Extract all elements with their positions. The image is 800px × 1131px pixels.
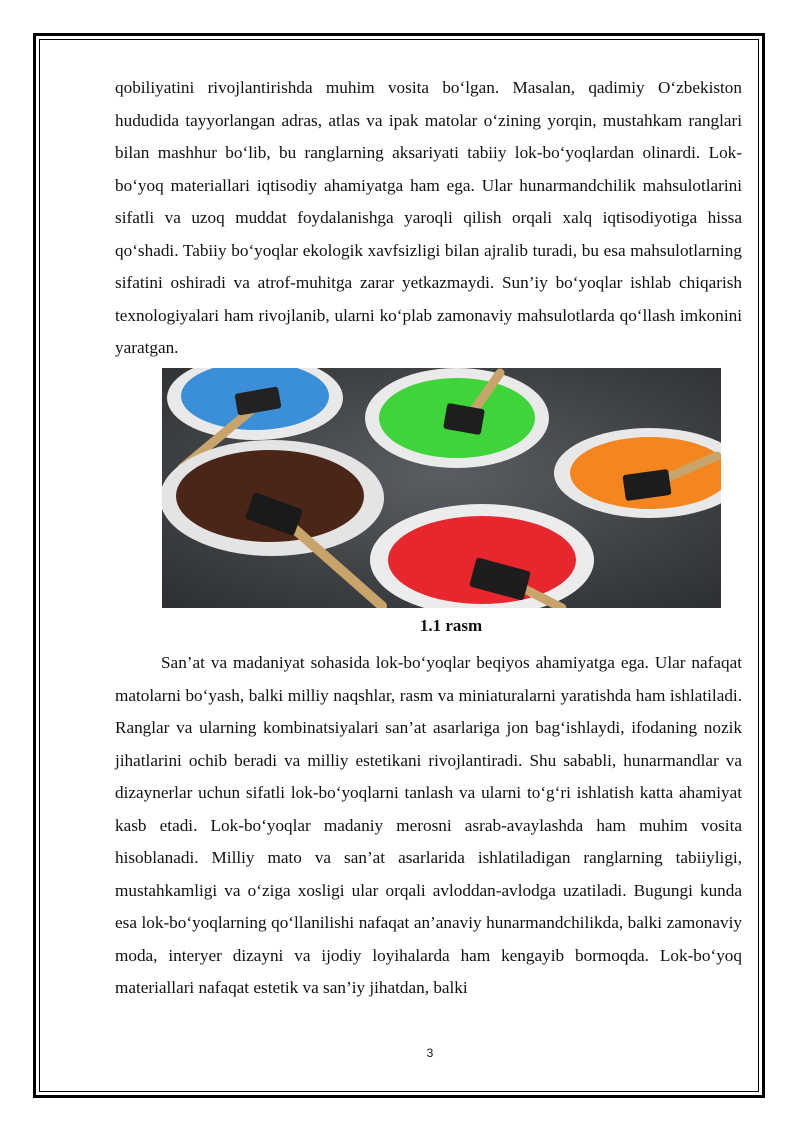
page-number: 3: [426, 1046, 434, 1060]
green-paint-plate: [365, 368, 549, 468]
paint-plates-illustration: [162, 368, 721, 608]
figure-caption: 1.1 rasm: [419, 616, 483, 635]
paint-plates-photo: [162, 368, 721, 608]
paragraph-1: qobiliyatini rivojlantirishda muhim vosita bo‘lgan. Masalan, qadimiy O‘zbekiston hududida tayyorlangan adras, atlas va ipak matolar o‘zining yorqin, mustahkam ranglari bilan mashhur bo‘lib, bu ranglarning aksariyati tabiiy lok-bo‘yoqlardan olinardi. Lok-bo‘yoq materiallari iqtisodiy ahamiyatga ham ega. Ular hunarmandchilik mahsulotlarini sifatli va uzoq muddat foydalanishga yaroqli qilish orqali xalq iqtisodiyotiga hissa qo‘shadi. Tabiiy bo‘yoqlar ekologik xavfsizligi bilan ajralib turadi, bu esa mahsulotlarning sifatini oshiradi va atrof-muhitga zarar yetkazmaydi. Sun’iy bo‘yoqlar ishlab chiqarish texnologiyalari ham rivojlanib, ularni ko‘plab zamonaviy mahsulotlarda qo‘llash imkonini yaratgan.: [115, 78, 742, 357]
paragraph-2: San’at va madaniyat sohasida lok-bo‘yoqlar beqiyos ahamiyatga ega. Ular nafaqat matolarni bo‘yash, balki milliy naqshlar, rasm va miniaturalarni yaratishda ham ishlatiladi. Ranglar va ularning kombinatsiyalari san’at asarlariga jon bag‘ishlaydi, ifodaning nozik jihatlarini ochib beradi va milliy estetikani rivojlantiradi. Shu sababli, hunarmandlar va dizaynerlar uchun sifatli lok-bo‘yoqlarni tanlash va ularni to‘g‘ri ishlatish katta ahamiyat kasb etadi. Lok-bo‘yoqlar madaniy merosni asrab-avaylashda ham muhim vosita hisoblanadi. Milliy mato va san’at asarlarida ishlatiladigan ranglarning tabiiyligi, mustahkamligi va o‘ziga xosligi ular orqali avloddan-avlodga uzatiladi. Bugungi kunda esa lok-bo‘yoqlarning qo‘llanilishi nafaqat an’anaviy hunarmandchilikda, balki zamonaviy moda, interyer dizayni va ijodiy loyihalarda ham kengayib bormoqda. Lok-bo‘yoq materiallari nafaqat estetik va san’iy jihatdan, balki: [115, 653, 742, 997]
